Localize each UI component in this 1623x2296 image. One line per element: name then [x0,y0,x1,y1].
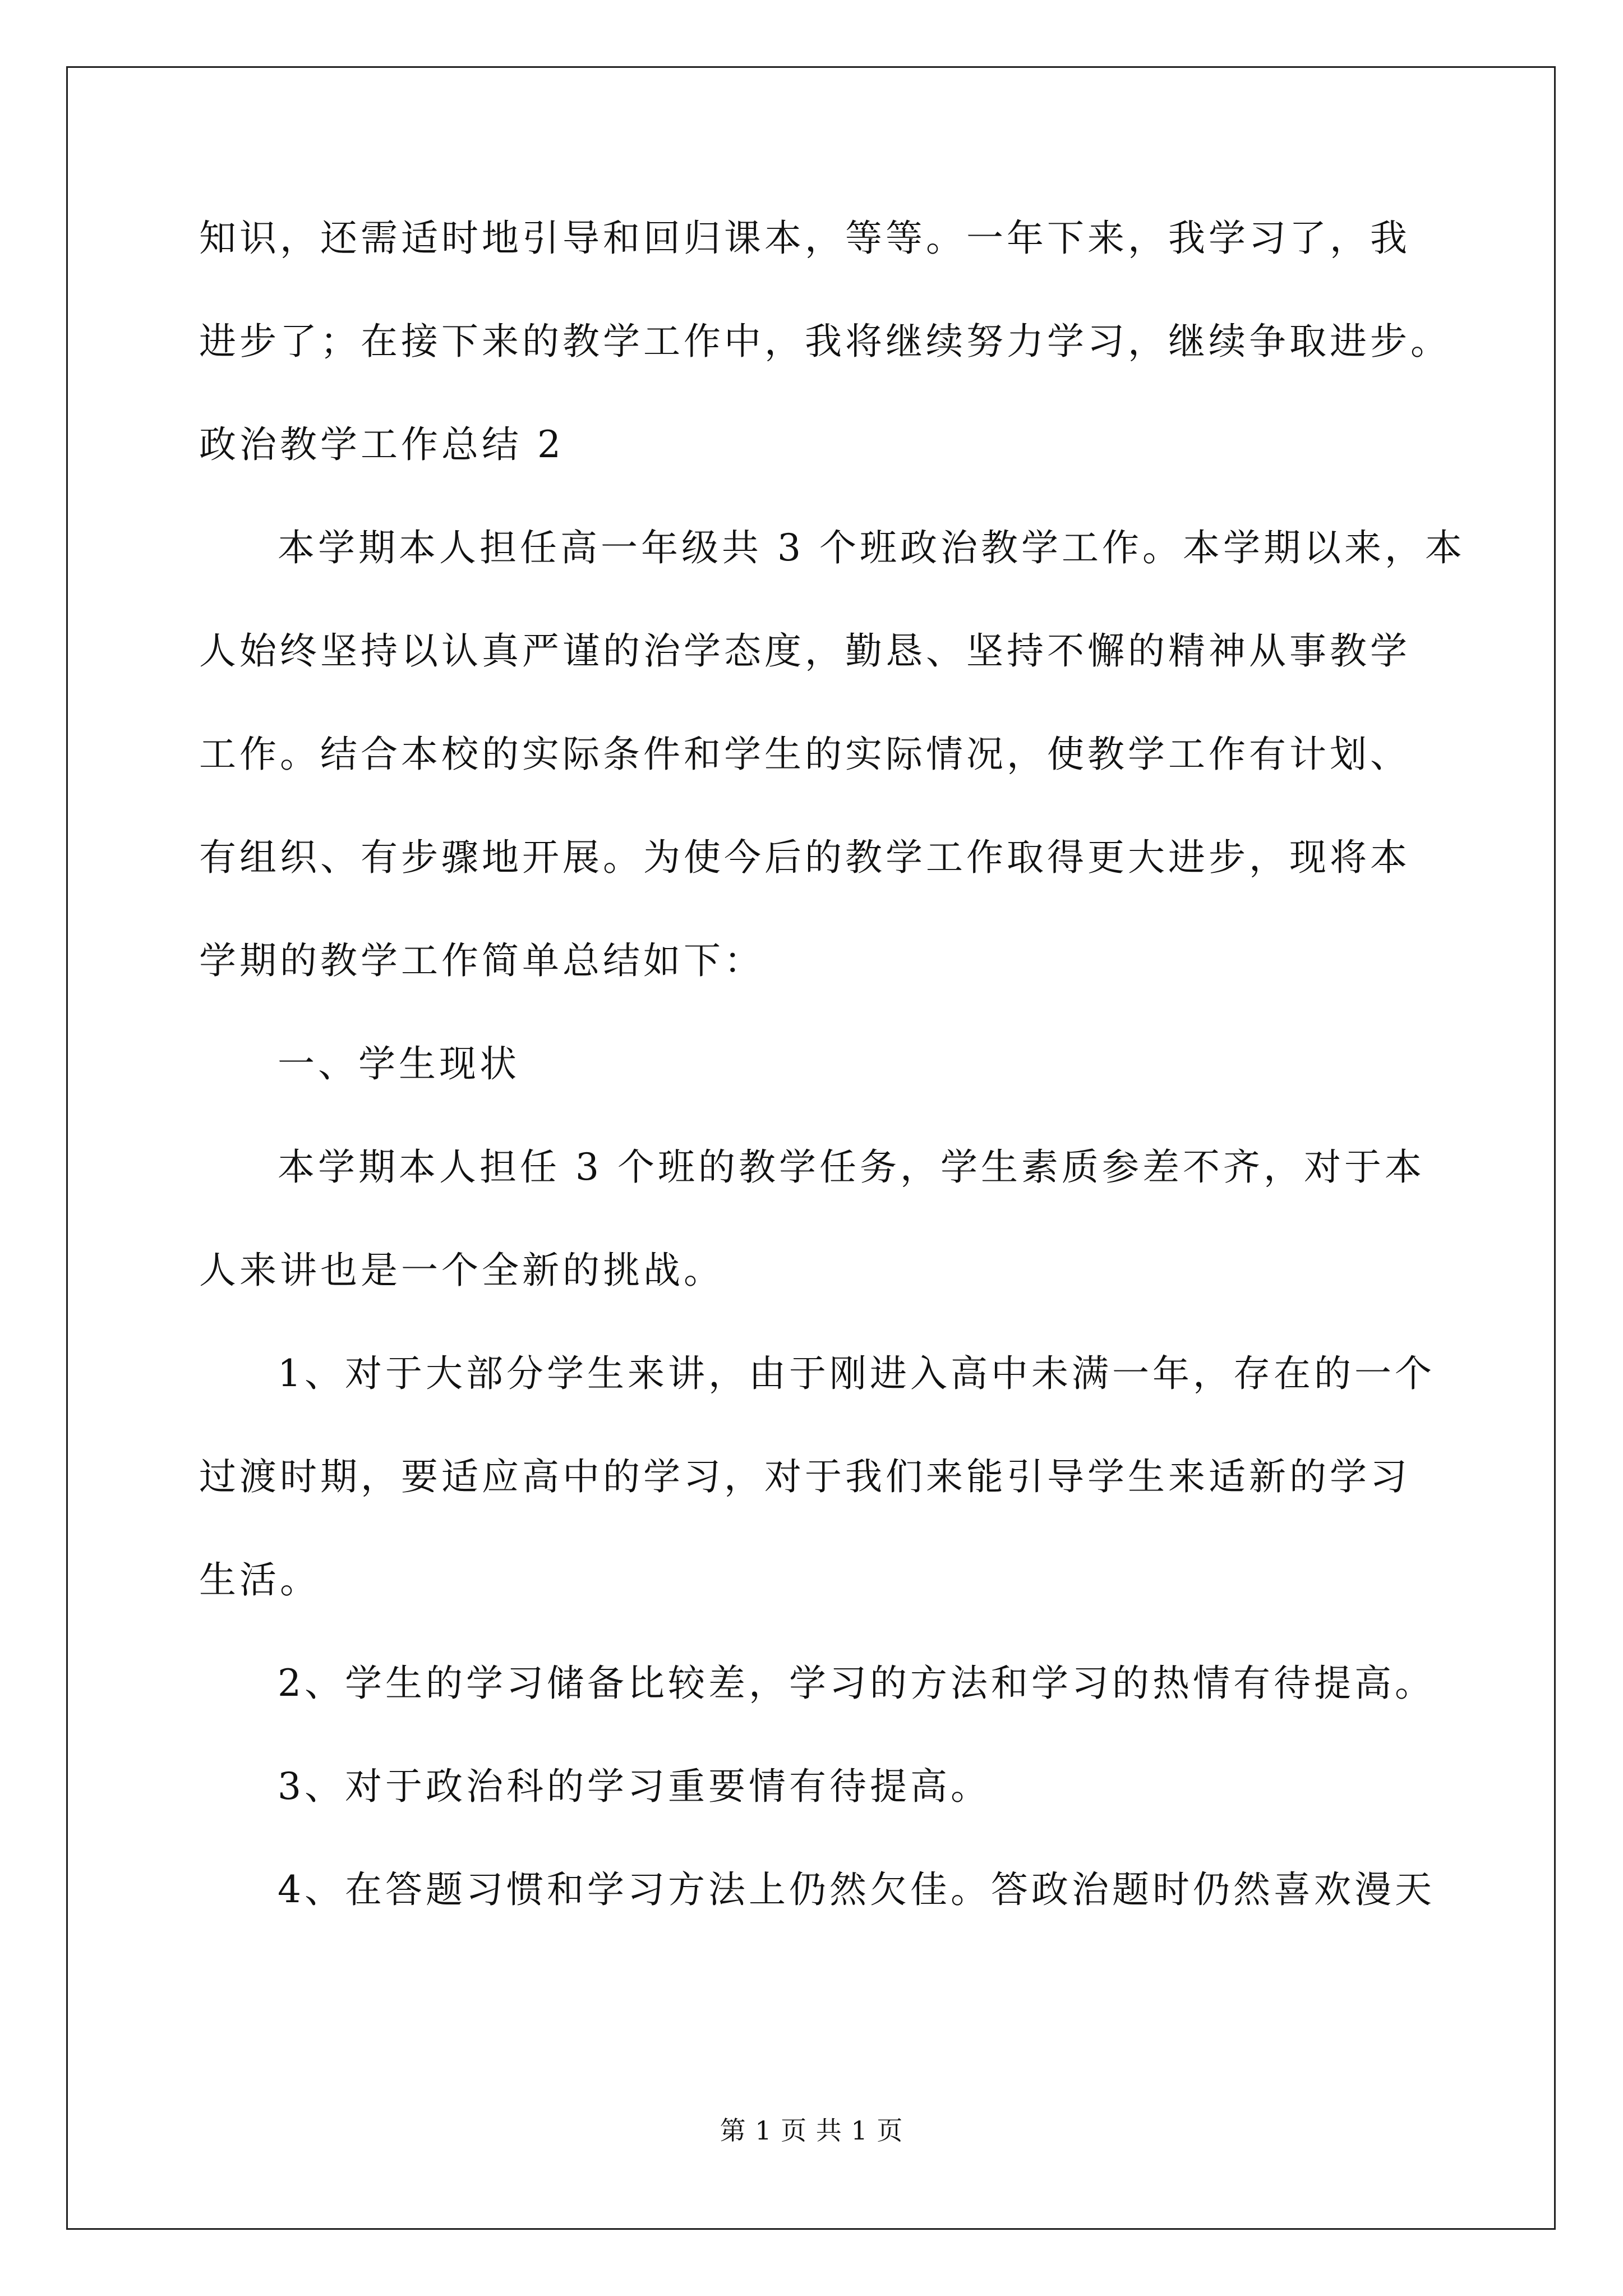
text-line: 知识，还需适时地引导和回归课本，等等。一年下来，我学习了，我 [199,217,1410,260]
text-line: 人始终坚持以认真严谨的治学态度，勤恳、坚持不懈的精神从事教学 [199,629,1410,673]
text-line: 工作。结合本校的实际条件和学生的实际情况，使教学工作有计划、 [199,733,1410,776]
list-item: 4、在答题习惯和学习方法上仍然欠佳。答政治题时仍然喜欢漫天 [278,1868,1435,1911]
list-item: 2、学生的学习储备比较差，学习的方法和学习的热情有待提高。 [278,1662,1435,1705]
text-line: 人来讲也是一个全新的挑战。 [199,1249,724,1292]
text-line: 进步了；在接下来的教学工作中，我将继续努力学习，继续争取进步。 [199,320,1451,363]
text-line: 过渡时期，要适应高中的学习，对于我们来能引导学生来适新的学习 [199,1455,1410,1498]
section-heading: 政治教学工作总结 2 [199,423,564,466]
text-line: 本学期本人担任高一年级共 3 个班政治教学工作。本学期以来，本 [278,526,1465,569]
subsection-heading: 一、学生现状 [278,1042,520,1085]
text-line: 学期的教学工作简单总结如下： [199,939,764,982]
page-footer: 第 1 页 共 1 页 [720,2115,903,2146]
list-item: 3、对于政治科的学习重要情有待提高。 [278,1765,991,1808]
text-line: 有组织、有步骤地开展。为使今后的教学工作取得更大进步，现将本 [199,836,1410,879]
text-line: 本学期本人担任 3 个班的教学任务，学生素质参差不齐，对于本 [278,1145,1425,1189]
text-line: 生活。 [199,1558,320,1602]
list-item: 1、对于大部分学生来讲，由于刚进入高中未满一年，存在的一个 [278,1352,1435,1395]
